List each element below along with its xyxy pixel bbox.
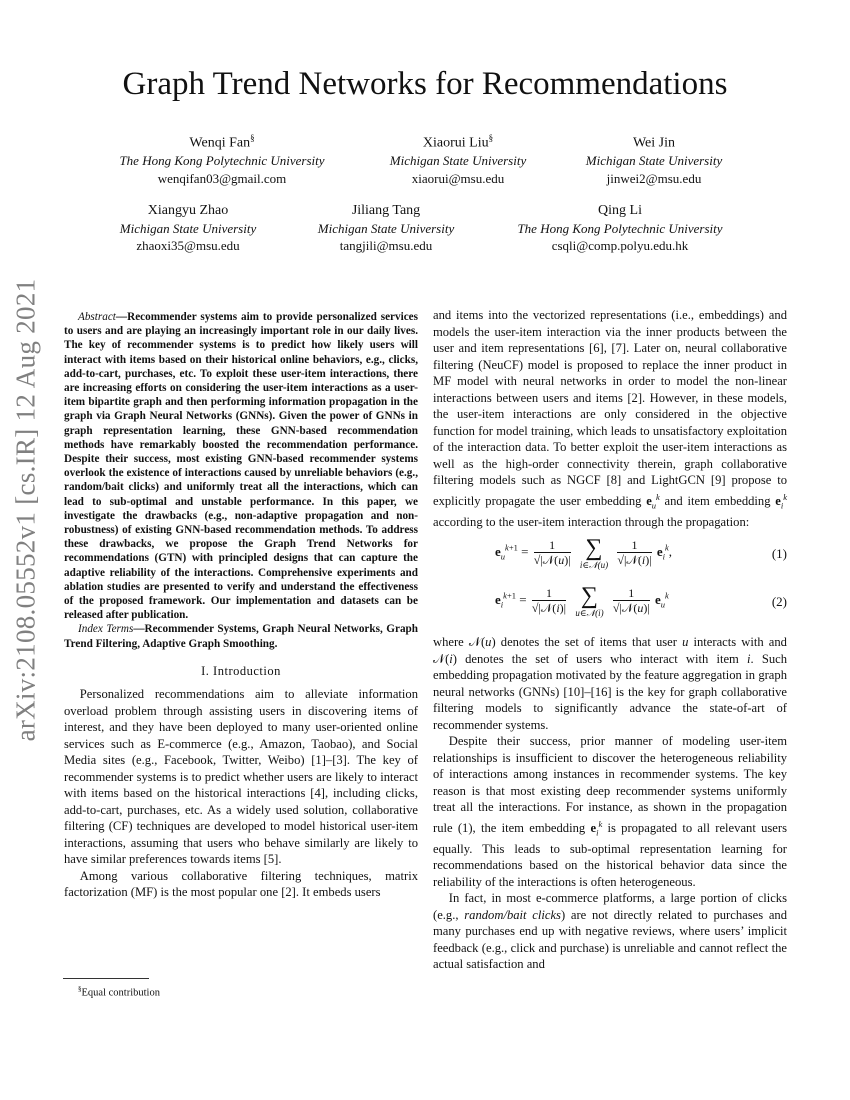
arxiv-id-text: arXiv:2108.05552v1 [cs.IR] 12 Aug 2021 bbox=[10, 278, 41, 742]
section-heading-introduction: I. Introduction bbox=[201, 663, 281, 678]
right-column bbox=[433, 307, 787, 973]
equation-number: (1) bbox=[771, 546, 787, 562]
equation-2: $e_i^{k+1}$ = $\frac{1}{\text{√|𝒩(i)|}}$ ∑ u∈𝒩(i) $\frac{1}{\text{√|𝒩(u)|}}$ $e_u^k$ (2) bbox=[495, 583, 787, 619]
equation-number: (2) bbox=[771, 594, 787, 610]
body-paragraph: and items into the vectorized representations (i.e., embeddings) and models the user-item interaction via the inner products between the user and item representations [6], [7]. Later on, neural collaborative filtering (NeuCF) model is proposed to replace the inner product in MF model with neural networks in order to model the non-linear interactions between users and items [2]. However, in these models, the user-item interactions are only considered in the objective function for model training, which leads to unsatisfactory exploitation of the interaction data. To better exploit the user-item interactions as well as the high-order connectivity therein, graph collaborative filtering models such as NGCF [8] and LightGCN [9] propose to explicitly propagate the user embedding $e_u^k$ and item embedding $e_i^k$ according to the user-item interaction through the propagation: bbox=[433, 308, 788, 529]
author-block bbox=[256, 202, 516, 255]
body-paragraph: In fact, in most e-commerce platforms, a large portion of clicks (e.g., random/bait clicks) are not directly related to purchases and many purchases end up with negative reviews, where users’ implicit feedback (e.g., click and purchase) is unreliable and cannot reflect the actual satisfaction and bbox=[433, 891, 788, 972]
left-column bbox=[64, 310, 418, 901]
author-affiliation: The Hong Kong Polytechnic University bbox=[517, 220, 723, 236]
body-paragraph: Despite their success, prior manner of modeling user-item relationships is insufficient to discover the heterogeneous reliability of interactions among instances in recommender systems. The key reason is that most existing deep recommender systems uniformly treat all the interactions. For instance, as shown in the propagation rule (1), the item embedding $e_i^k$ is propagated to all relevant users equally. This leads to sub-optimal representation learning for recommendations based on the historical behavior data since the reliability of the interactions is often heterogeneous. bbox=[433, 734, 787, 889]
author-block bbox=[92, 130, 352, 187]
index-terms-text: —Recommender Systems, Graph Neural Networks, Graph Trend Filtering, Adaptive Graph Smoothing. bbox=[64, 623, 418, 650]
footnote-rule bbox=[63, 978, 149, 979]
intro-paragraph: Among various collaborative filtering techniques, matrix factorization (MF) is the most popular one [2]. It embeds users bbox=[64, 868, 418, 900]
author-affiliation: Michigan State University bbox=[317, 220, 455, 236]
abstract-text: —Recommender systems aim to provide personalized services to users and are playing an increasingly important role in our daily lives. The key of recommender systems is to predict how likely users will interact with items based on their historical online behaviors, e.g., clicks, add-to-cart, purchases, etc. To exploit these user-item interactions, there are increasing efforts on considering the user-item interactions as a user-item bipartite graph and then performing information propagation in the graph via Graph Neural Networks (GNNs). Given the power of GNNs in graph representation learning, these GNN-based recommendation methods have remarkably boosted the recommendation performance. Despite their success, most existing GNN-based recommender systems overlook the existence of interactions caused by unreliable behaviors (e.g., random/bait clicks) and uniformly treat all the interactions, which can lead to sub-optimal and unstable performance. In this paper, we investigate the drawbacks (e.g., non-adaptive propagation and non-robustness) of existing GNN-based recommendation methods. To address these drawbacks, we propose the Graph Trend Networks for recommendations (GTN) with principled designs that can capture the adaptive reliability of the interactions. Comprehensive experiments and ablation studies are presented to verify and understand the effectiveness of the proposed framework. Our implementation and datasets can be released after publication. bbox=[64, 311, 418, 622]
index-terms-label: Index Terms bbox=[78, 623, 134, 636]
equation-1: $e_u^{k+1}$ = $\frac{1}{\text{√|𝒩(u)|}}$ ∑ i∈𝒩(u) $\frac{1}{\text{√|𝒩(i)|}}$ $e_i^k$, (1) bbox=[495, 535, 787, 571]
author-block bbox=[524, 130, 784, 187]
footnote: §Equal contribution bbox=[78, 985, 160, 999]
author-name: Xiaorui Liu§ bbox=[422, 133, 494, 151]
author-block bbox=[480, 202, 760, 255]
author-affiliation: The Hong Kong Polytechnic University bbox=[119, 153, 325, 169]
abstract-label: Abstract bbox=[78, 311, 116, 323]
author-affiliation: Michigan State University bbox=[585, 153, 723, 169]
author-email: csqli@comp.polyu.edu.hk bbox=[551, 238, 689, 253]
author-email: zhaoxi35@msu.edu bbox=[136, 238, 240, 253]
author-email: jinwei2@msu.edu bbox=[606, 170, 702, 186]
author-email: wenqifan03@gmail.com bbox=[157, 170, 287, 186]
index-terms bbox=[64, 622, 418, 650]
author-email: tangjili@msu.edu bbox=[339, 238, 433, 253]
author-name: Qing Li bbox=[598, 203, 642, 218]
author-email: xiaorui@msu.edu bbox=[411, 170, 505, 186]
author-name: Xiangyu Zhao bbox=[147, 203, 229, 218]
intro-paragraph: Personalized recommendations aim to alleviate information overload problem through assisting users in discovering items of interest, and they have been deployed to many user-oriented online services such as E-commerce (e.g., Amazon, Taobao), and Social Media sites (e.g., Facebook, Twitter, Weibo) [1]–[3]. The key of recommender systems is to predict whether users are likely to interact with items based on the historical interactions [4], including clicks, add-to-cart, purchases, etc. As a widely used solution, collaborative filtering (CF) techniques are developed to model historical user-item interactions, assuming that users who behave similarly are likely to have similar preferences towards items [5]. bbox=[64, 687, 418, 867]
author-name: Jiliang Tang bbox=[351, 203, 421, 218]
body-paragraph: where 𝒩(u) denotes the set of items that user u interacts with and 𝒩(i) denotes the set of users who interact with item i. Such embedding propagation motivated by the feature aggregation in graph neural networks (GNNs) [10]–[16] is the key for graph collaborative filtering models to significantly advance the state-of-art of recommender systems. bbox=[433, 635, 788, 732]
arxiv-identifier-stamp bbox=[2, 278, 50, 742]
author-name: Wenqi Fan§ bbox=[189, 133, 255, 151]
author-affiliation: Michigan State University bbox=[119, 220, 257, 236]
paper-title: Graph Trend Networks for Recommendations bbox=[122, 66, 728, 102]
author-name: Wei Jin bbox=[632, 135, 676, 151]
author-affiliation: Michigan State University bbox=[389, 153, 527, 169]
abstract bbox=[64, 310, 418, 622]
